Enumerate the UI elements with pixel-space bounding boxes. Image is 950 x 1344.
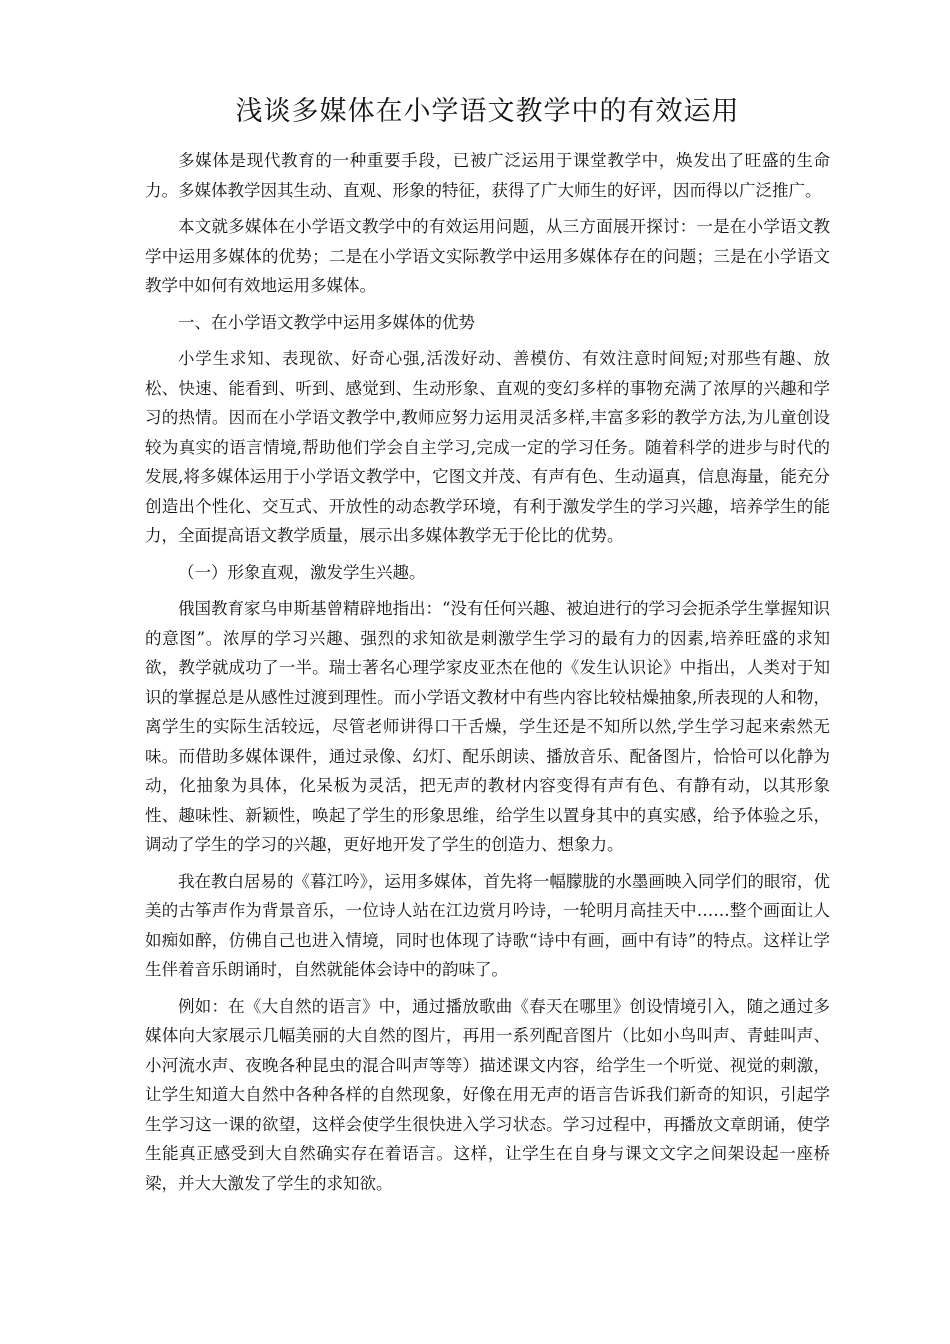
paragraph-advantages: 小学生求知、表现欲、好奇心强,活泼好动、善模仿、有效注意时间短;对那些有趣、放松、快速、能看到、听到、感觉到、生动形象、直观的变幻多样的事物充满了浓厚的兴趣和学习的热情。因而在小学语文教学中,教师应努力运用灵活多样,丰富多彩的教学方法,为儿童创设较为真实的语言情境,帮助他们学会自主学习,完成一定的学习任务。随着科学的进步与时代的发展,将多媒体运用于小学语文教学中，它图文并茂、有声有色、生动逼真，信息海量，能充分创造出个性化、交互式、开放性的动态教学环境，有利于激发学生的学习兴趣，培养学生的能力，全面提高语文教学质量，展示出多媒体教学无于伦比的优势。 [145, 349, 830, 545]
document-title: 浅谈多媒体在小学语文教学中的有效运用 [235, 96, 740, 127]
section-heading-1: 一、在小学语文教学中运用多媒体的优势 [178, 312, 475, 332]
paragraph-nature-example: 例如：在《大自然的语言》中，通过播放歌曲《春天在哪里》创设情境引入，随之通过多媒体向大家展示几幅美丽的大自然的图片，再用一系列配音图片（比如小鸟叫声、青蛙叫声、小河流水声、夜晚各种昆虫的混合叫声等等）描述课文内容，给学生一个听觉、视觉的刺激，让学生知道大自然中各种各样的自然现象，好像在用无声的语言告诉我们新奇的知识，引起学生学习这一课的欲望，这样会使学生很快进入学习状态。学习过程中，再播放文章朗诵，使学生能真正感受到大自然确实存在着语言。这样，让学生在自身与课文文字之间架设起一座桥梁，并大大激发了学生的求知欲。 [145, 996, 830, 1193]
document-page [145, 92, 830, 1205]
paragraph-intro: 多媒体是现代教育的一种重要手段，已被广泛运用于课堂教学中，焕发出了旺盛的生命力。多媒体教学因其生动、直观、形象的特征，获得了广大师生的好评，因而得以广泛推广。 [145, 151, 830, 200]
paragraph-overview: 本文就多媒体在小学语文教学中的有效运用问题，从三方面展开探讨：一是在小学语文教学中运用多媒体的优势；二是在小学语文实际教学中运用多媒体存在的问题；三是在小学语文教学中如何有效地运用多媒体。 [145, 217, 830, 295]
paragraph-interest: 俄国教育家乌申斯基曾精辟地指出：“没有任何兴趣、被迫进行的学习会扼杀学生掌握知识的意图”。浓厚的学习兴趣、强烈的求知欲是刺激学生学习的最有力的因素,培养旺盛的求知欲，教学就成功了一半。瑞士著名心理学家皮亚杰在他的《发生认识论》中指出，人类对于知识的掌握总是从感性过渡到理性。而小学语文教材中有些内容比较枯燥抽象,所表现的人和物，离学生的实际生活较远，尽管老师讲得口干舌燥，学生还是不知所以然,学生学习起来索然无味。而借助多媒体课件，通过录像、幻灯、配乐朗读、播放音乐、配备图片，恰恰可以化静为动，化抽象为具体，化呆板为灵活，把无声的教材内容变得有声有色、有静有动，以其形象性、趣味性、新颖性，唤起了学生的形象思维，给学生以置身其中的真实感，给予体验之乐，调动了学生的学习的兴趣，更好地开发了学生的创造力、想象力。 [145, 599, 830, 854]
paragraph-poem-example: 我在教白居易的《暮江吟》，运用多媒体，首先将一幅朦胧的水墨画映入同学们的眼帘，优美的古筝声作为背景音乐，一位诗人站在江边赏月吟诗，一轮明月高挂天中……整个画面让人如痴如醉，仿佛自己也进入情境，同时也体现了诗歌“诗中有画，画中有诗”的特点。这样让学生伴着音乐朗诵时，自然就能体会诗中的韵味了。 [145, 871, 830, 979]
subsection-heading-1: （一）形象直观，激发学生兴趣。 [178, 562, 426, 582]
